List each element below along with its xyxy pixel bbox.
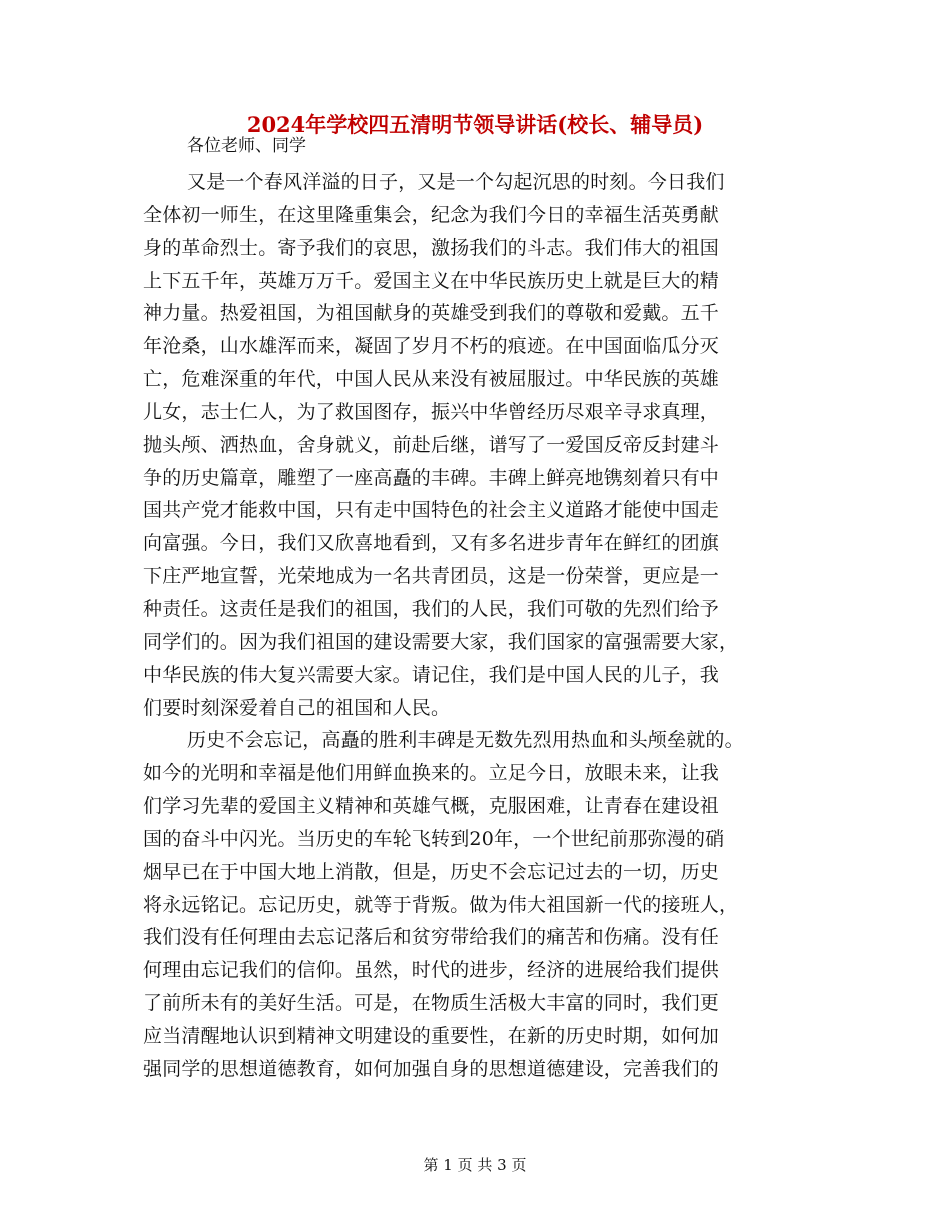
paragraph-2-line: 们学习先辈的爱国主义精神和英雄气概，克服困难，让青春在建设祖 — [143, 795, 720, 818]
paragraph-1-line: 种责任。这责任是我们的祖国，我们的人民，我们可敬的先烈们给予 — [143, 597, 720, 620]
paragraph-1-line: 亡，危难深重的年代，中国人民从来没有被屈服过。中华民族的英雄 — [143, 368, 720, 391]
paragraph-2-line: 强同学的思想道德教育，如何加强自身的思想道德建设，完善我们的 — [143, 1057, 720, 1080]
body-text — [143, 166, 815, 1086]
paragraph-2-line: 应当清醒地认识到精神文明建设的重要性，在新的历史时期，如何加 — [143, 1024, 720, 1047]
paragraph-1-line: 向富强。今日，我们又欣喜地看到，又有多名进步青年在鲜红的团旗 — [143, 532, 720, 555]
paragraph-2-line: 了前所未有的美好生活。可是，在物质生活极大丰富的同时，我们更 — [143, 992, 720, 1015]
paragraph-2-line: 我们没有任何理由去忘记落后和贫穷带给我们的痛苦和伤痛。没有任 — [143, 926, 720, 949]
paragraph-1-line: 国共产党才能救中国，只有走中国特色的社会主义道路才能使中国走 — [143, 499, 720, 522]
paragraph-2-line: 何理由忘记我们的信仰。虽然，时代的进步，经济的进展给我们提供 — [143, 959, 720, 982]
paragraph-1-line: 抛头颅、洒热血，舍身就义，前赴后继，谱写了一爱国反帝反封建斗 — [143, 433, 720, 456]
paragraph-1-line: 们要时刻深爱着自己的祖国和人民。 — [143, 696, 451, 719]
paragraph-2-line: 烟早已在于中国大地上消散，但是，历史不会忘记过去的一切，历史 — [143, 860, 720, 883]
paragraph-2-line: 国的奋斗中闪光。当历史的车轮飞转到20年，一个世纪前那弥漫的硝 — [143, 827, 725, 850]
page-footer: 第 1 页 共 3 页 — [423, 1156, 527, 1174]
paragraph-1-line: 儿女，志士仁人，为了救国图存，振兴中华曾经历尽艰辛寻求真理， — [143, 400, 720, 423]
paragraph-2-line: 如今的光明和幸福是他们用鲜血换来的。立足今日，放眼未来，让我 — [143, 762, 720, 785]
paragraph-2-line: 将永远铭记。忘记历史，就等于背叛。做为伟大祖国新一代的接班人， — [143, 893, 739, 916]
paragraph-1-line: 全体初一师生，在这里隆重集会，纪念为我们今日的幸福生活英勇献 — [143, 203, 720, 226]
paragraph-1-line: 争的历史篇章，雕塑了一座高矗的丰碑。丰碑上鲜亮地镌刻着只有中 — [143, 466, 720, 489]
paragraph-1-line: 又是一个春风洋溢的日子，又是一个勾起沉思的时刻。今日我们 — [187, 171, 725, 193]
paragraph-1-line: 身的革命烈士。寄予我们的哀思，激扬我们的斗志。我们伟大的祖国 — [143, 236, 720, 259]
paragraph-2-line: 历史不会忘记，高矗的胜利丰碑是无数先烈用热血和头颅垒就的。 — [187, 729, 744, 752]
paragraph-1-line: 下庄严地宣誓，光荣地成为一名共青团员，这是一份荣誉，更应是一 — [143, 565, 720, 588]
paragraph-1-line: 中华民族的伟大复兴需要大家。请记住，我们是中国人民的儿子，我 — [143, 663, 720, 686]
paragraph-1-line: 上下五千年，英雄万万千。爱国主义在中华民族历史上就是巨大的精 — [143, 269, 720, 292]
paragraph-1-line: 年沧桑，山水雄浑而来，凝固了岁月不朽的痕迹。在中国面临瓜分灭 — [143, 335, 720, 358]
greeting: 各位老师、同学 — [187, 136, 306, 156]
paragraph-1-line: 同学们的。因为我们祖国的建设需要大家，我们国家的富强需要大家， — [143, 630, 739, 653]
document-title: 2024年学校四五清明节领导讲话(校长、辅导员) — [246, 112, 704, 137]
paragraph-1-line: 神力量。热爱祖国，为祖国献身的英雄受到我们的尊敬和爱戴。五千 — [143, 302, 720, 325]
